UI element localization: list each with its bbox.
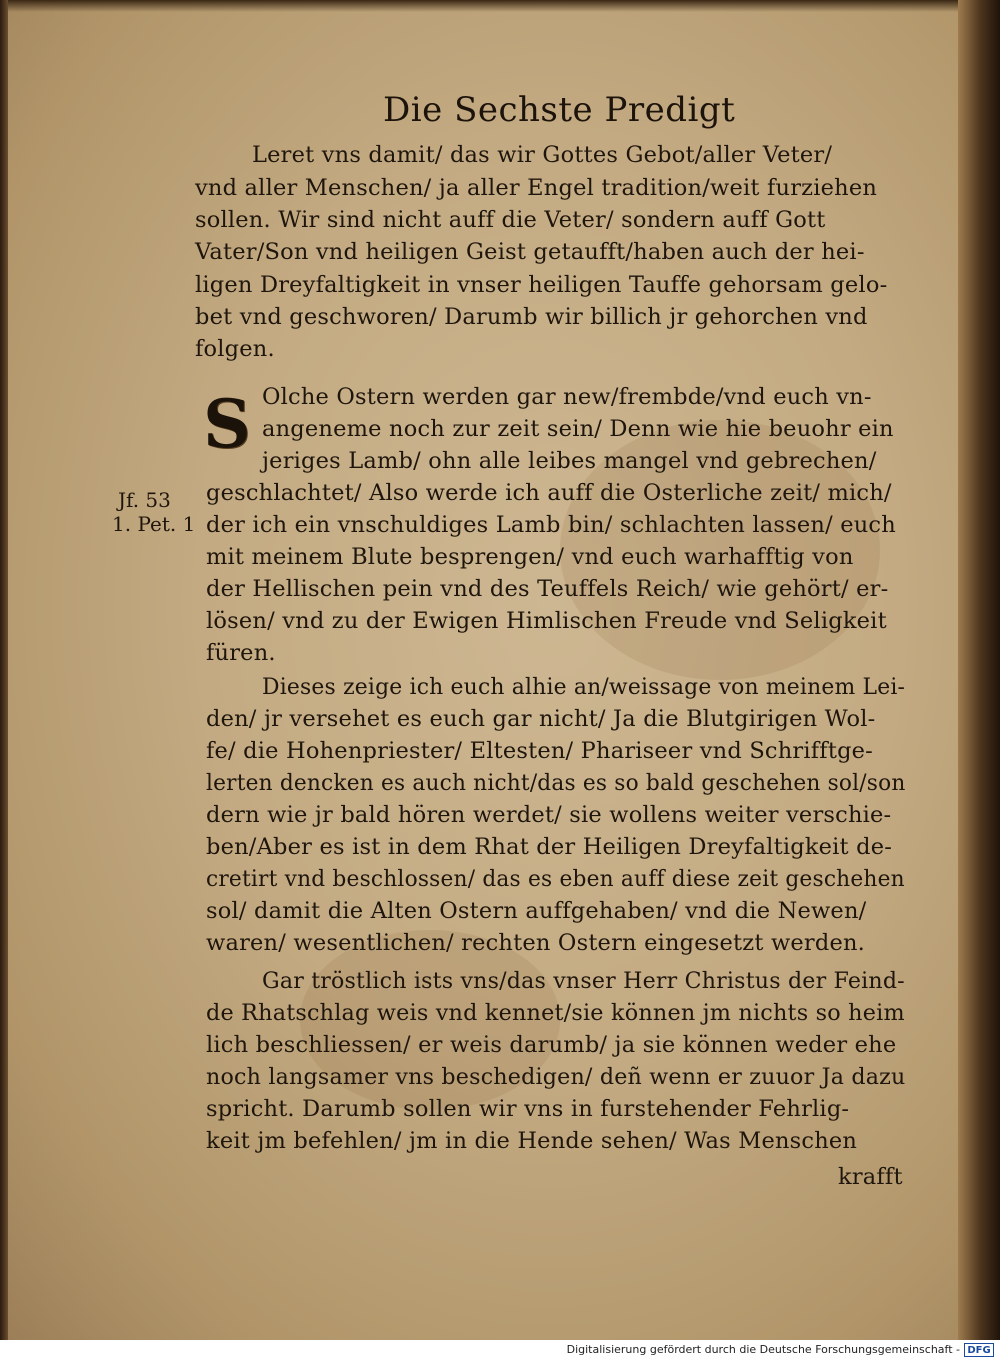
margin-note: Jf. 53 bbox=[118, 488, 171, 512]
text-line: Dieses zeige ich euch alhie an/weissage von meinem Lei- bbox=[262, 674, 906, 700]
catchword: krafft bbox=[838, 1164, 903, 1190]
text-line: noch langsamer vns beschedigen/ deñ wenn er zuuor Ja dazu bbox=[206, 1064, 906, 1090]
text-line: angeneme noch zur zeit sein/ Denn wie hie beuohr ein bbox=[262, 416, 894, 442]
text-line: ligen Dreyfaltigkeit in vnser heiligen Tauffe gehorsam gelo- bbox=[195, 272, 888, 298]
text-line: keit jm befehlen/ jm in die Hende sehen/ Was Menschen bbox=[206, 1128, 858, 1154]
page-edge-right bbox=[958, 0, 1000, 1340]
drop-cap: S bbox=[203, 385, 251, 463]
text-line: lich beschliessen/ er weis darumb/ ja sie können weder ehe bbox=[206, 1032, 897, 1058]
text-line: lösen/ vnd zu der Ewigen Himlischen Freude vnd Seligkeit bbox=[206, 608, 887, 634]
footer-bar bbox=[0, 1340, 1000, 1361]
margin-note: 1. Pet. 1 bbox=[112, 512, 196, 536]
text-line: spricht. Darumb sollen wir vns in furstehender Fehrlig- bbox=[206, 1096, 850, 1122]
text-line: Leret vns damit/ das wir Gottes Gebot/aller Veter/ bbox=[252, 142, 833, 168]
text-line: Gar tröstlich ists vns/das vnser Herr Christus der Feind- bbox=[262, 968, 905, 994]
page-edge-left bbox=[0, 0, 8, 1340]
text-line: ben/Aber es ist in dem Rhat der Heiligen Dreyfaltigkeit de- bbox=[206, 834, 893, 860]
running-header: Die Sechste Predigt bbox=[383, 90, 736, 130]
text-line: de Rhatschlag weis vnd kennet/sie können jm nichts so heim bbox=[206, 1000, 905, 1026]
dfg-logo: DFG bbox=[964, 1343, 994, 1357]
text-line: Olche Ostern werden gar new/frembde/vnd euch vn- bbox=[262, 384, 872, 410]
text-line: jeriges Lamb/ ohn alle leibes mangel vnd gebrechen/ bbox=[262, 448, 877, 474]
text-line: lerten dencken es auch nicht/das es so bald geschehen sol/son bbox=[206, 770, 906, 796]
text-line: mit meinem Blute besprengen/ vnd euch warhafftig von bbox=[206, 544, 854, 570]
text-line: dern wie jr bald hören werdet/ sie wollens weiter verschie- bbox=[206, 802, 892, 828]
text-line: der Hellischen pein vnd des Teuffels Reich/ wie gehört/ er- bbox=[206, 576, 889, 602]
text-line: geschlachtet/ Also werde ich auff die Osterliche zeit/ mich/ bbox=[206, 480, 892, 506]
text-line: den/ jr versehet es euch gar nicht/ Ja die Blutgirigen Wol- bbox=[206, 706, 876, 732]
text-line: sollen. Wir sind nicht auff die Veter/ sondern auff Gott bbox=[195, 207, 826, 233]
text-line: sol/ damit die Alten Ostern auffgehaben/ vnd die Newen/ bbox=[206, 898, 867, 924]
text-line: fe/ die Hohenpriester/ Eltesten/ Phariseer vnd Schrifftge- bbox=[206, 738, 873, 764]
text-line: cretirt vnd beschlossen/ das es eben auff diese zeit geschehen bbox=[206, 866, 905, 892]
text-line: füren. bbox=[206, 640, 276, 666]
page-edge-top bbox=[0, 0, 1000, 12]
text-line: vnd aller Menschen/ ja aller Engel tradition/weit furziehen bbox=[195, 175, 878, 201]
funding-credit: Digitalisierung gefördert durch die Deutsche Forschungsgemeinschaft - bbox=[566, 1343, 960, 1356]
text-line: waren/ wesentlichen/ rechten Ostern eingesetzt werden. bbox=[206, 930, 866, 956]
text-line: folgen. bbox=[195, 336, 275, 362]
text-line: der ich ein vnschuldiges Lamb bin/ schlachten lassen/ euch bbox=[206, 512, 896, 538]
text-line: Vater/Son vnd heiligen Geist getaufft/haben auch der hei- bbox=[195, 239, 865, 265]
text-line: bet vnd geschworen/ Darumb wir billich jr gehorchen vnd bbox=[195, 304, 868, 330]
